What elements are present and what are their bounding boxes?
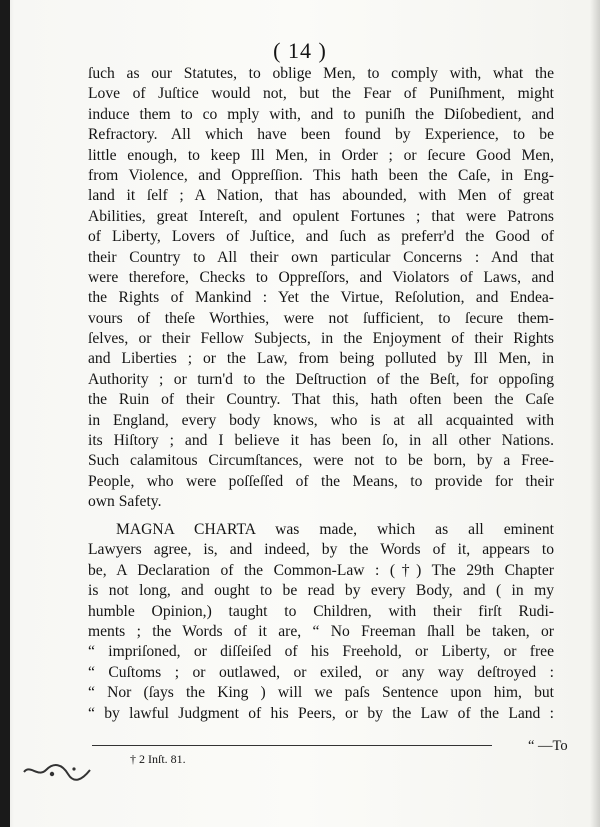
- text-line: Authority ; or turn'd to the Deſtruction of the Beſt, for oppoſing: [88, 370, 554, 388]
- text-line: in England, every body knows, who is at all acquainted with: [88, 411, 554, 429]
- text-line: Abilities, great Intereſt, and opulent Fortunes ; that were Patrons: [88, 207, 554, 225]
- text-line: own Safety.: [88, 493, 162, 511]
- catchword: “ —To: [528, 738, 568, 754]
- text-line: land it ſelf ; A Nation, that has abounded, with Men of great: [88, 187, 554, 205]
- text-line: Love of Juſtice would not, but the Fear of Puniſhment, might: [88, 85, 554, 103]
- footnote-rule: [92, 745, 492, 746]
- text-line: the Rights of Mankind : Yet the Virtue, Reſolution, and Endea-: [88, 289, 554, 307]
- text-line: ſelves, or their Fellow Subjects, in the Enjoyment of their Rights: [88, 330, 554, 348]
- text-line: humble Opinion,) taught to Children, with their firſt Rudi-: [88, 602, 554, 620]
- text-line: People, who were poſſeſſed of the Means, to provide for their: [88, 472, 554, 490]
- text-line: “ Cuſtoms ; or outlawed, or exiled, or any way deſtroyed :: [88, 663, 554, 681]
- text-line: the Ruin of their Country. That this, hath often been the Caſe: [88, 391, 554, 409]
- text-line: “ by lawful Judgment of his Peers, or by the Law of the Land :: [88, 704, 554, 722]
- text-line: Such calamitous Circumſtances, were not to be born, by a Free-: [88, 452, 554, 470]
- binding-edge-shadow: [0, 0, 10, 827]
- text-line: Refractory. All which have been found by Experience, to be: [88, 126, 554, 144]
- text-line: “ Nor (ſays the King ) will we paſs Sentence upon him, but: [88, 684, 554, 702]
- text-line: its Hiſtory ; and I believe it has been ſo, in all other Nations.: [88, 432, 554, 450]
- text-line: were therefore, Checks to Oppreſſors, and Violators of Laws, and: [88, 268, 554, 286]
- text-line: MAGNA CHARTA was made, which as all eminent: [116, 521, 554, 538]
- text-line: and Liberties ; or the Law, from being polluted by Ill Men, in: [88, 350, 554, 368]
- text-line: from Violence, and Oppreſſion. This hath been the Caſe, in Eng-: [88, 166, 554, 184]
- text-line: Lawyers agree, is, and indeed, by the Words of it, appears to: [88, 541, 554, 559]
- text-line: ſuch as our Statutes, to oblige Men, to comply with, what the: [88, 65, 554, 82]
- text-line: is not long, and ought to be read by every Body, and ( in my: [88, 582, 554, 600]
- text-line: their Country to All their own particular Concerns : And that: [88, 248, 554, 266]
- paragraph-1: [88, 64, 554, 513]
- text-line: vours of theſe Worthies, were not ſufficient, to ſecure them-: [88, 309, 554, 327]
- ink-blot-ornament: [22, 760, 92, 784]
- text-line: “ impriſoned, or diſſeiſed of his Freehold, or Liberty, or free: [88, 643, 554, 661]
- text-line: ments ; the Words of it are, “ No Freeman ſhall be taken, or: [88, 622, 554, 640]
- page-number: ( 14 ): [273, 38, 327, 63]
- footnote: † 2 Inſt. 81.: [130, 752, 186, 766]
- text-line: little enough, to keep Ill Men, in Order ; or ſecure Good Men,: [88, 146, 554, 164]
- text-line: of Liberty, Lovers of Juſtice, and ſuch as preferr'd the Good of: [88, 228, 554, 246]
- text-line: induce them to co mply with, and to puniſh the Diſobedient, and: [88, 105, 554, 123]
- text-line: be, A Declaration of the Common-Law : (†) The 29th Chapter: [88, 561, 554, 579]
- paragraph-2: [88, 520, 554, 724]
